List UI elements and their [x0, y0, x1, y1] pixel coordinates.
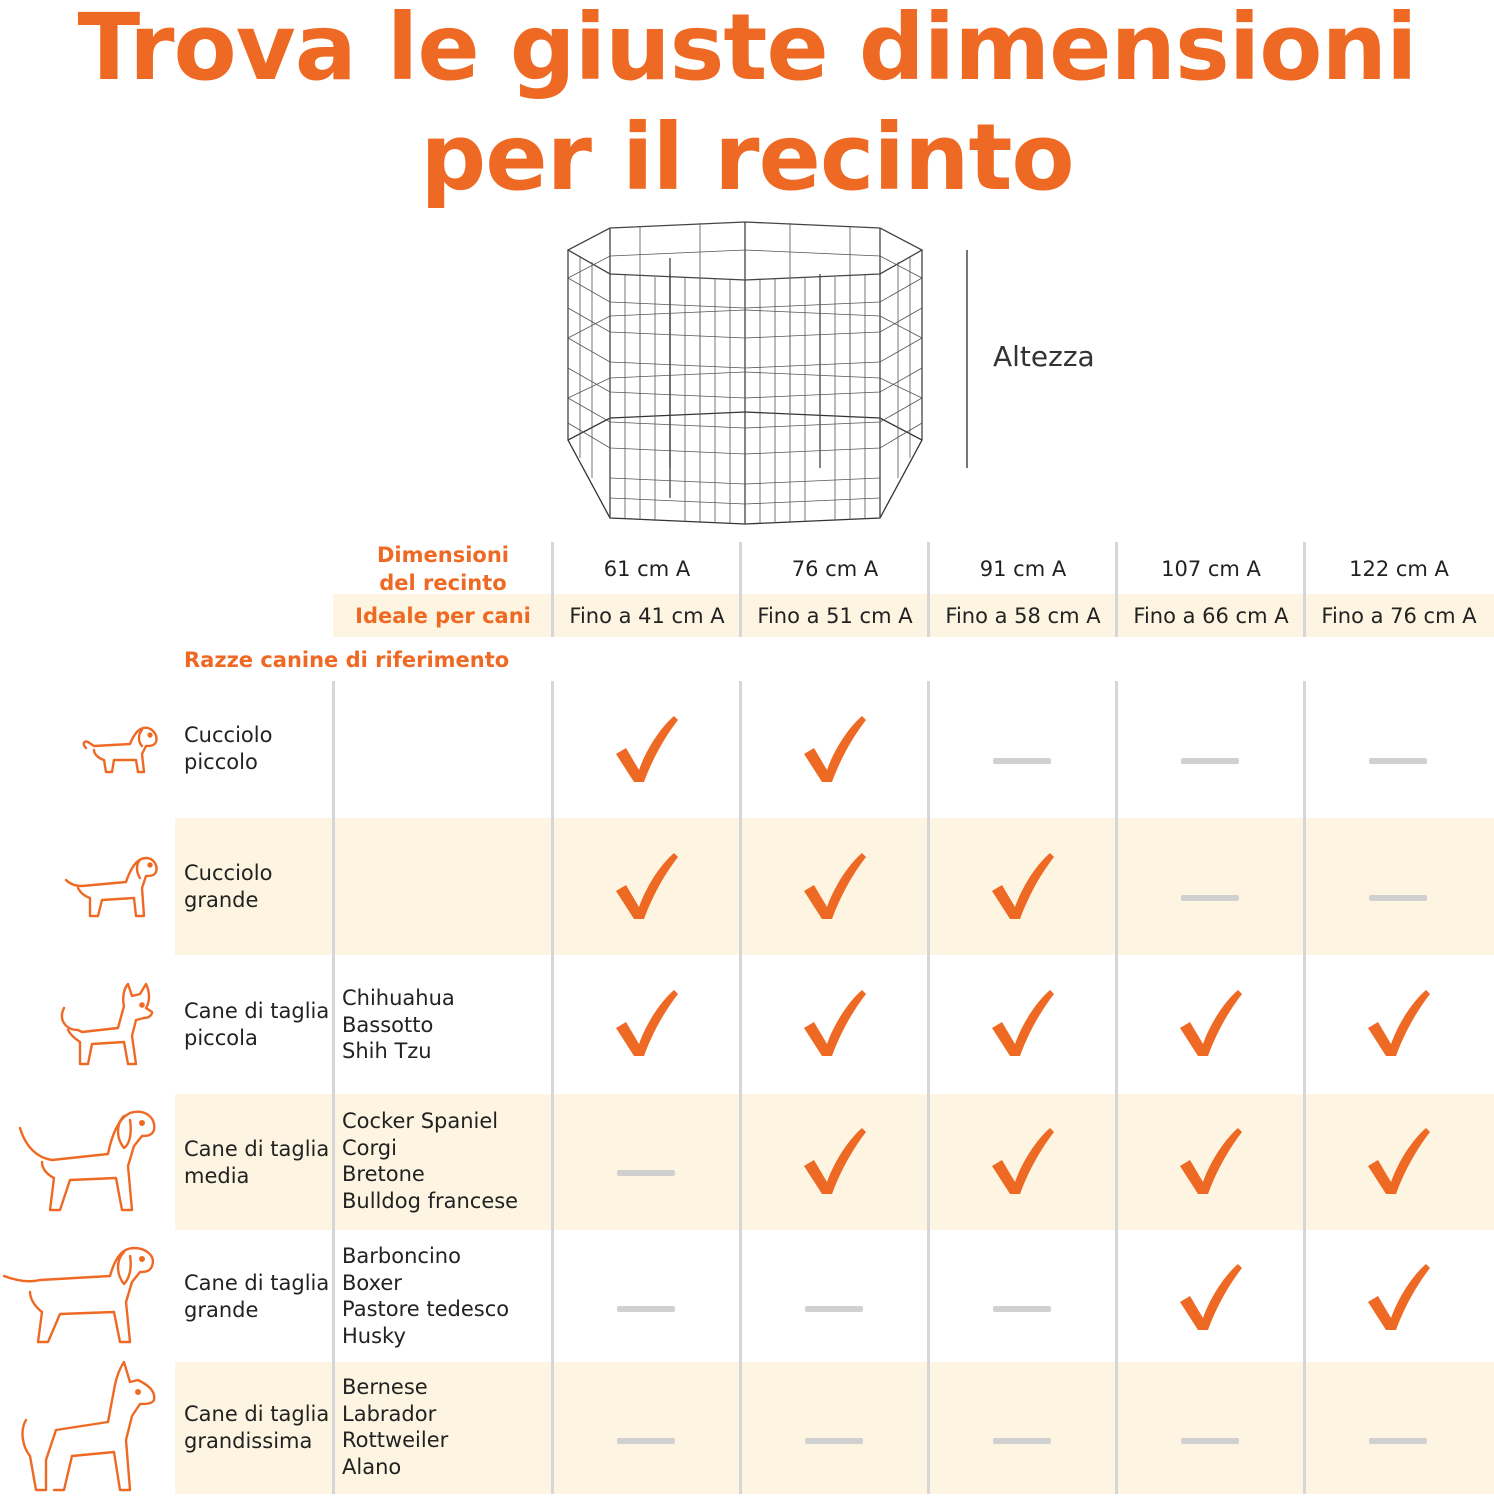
- check-icon: [1176, 988, 1244, 1060]
- row-label-line: grandissima: [184, 1429, 313, 1453]
- row-label: [184, 722, 272, 776]
- row-label: [184, 1401, 329, 1455]
- breed-name: Chihuahua: [342, 986, 455, 1010]
- column-divider: [927, 681, 930, 1494]
- breed-name: Rottweiler: [342, 1428, 449, 1452]
- row-label: [184, 1270, 329, 1324]
- check-icon: [988, 851, 1056, 923]
- check-icon: [800, 1126, 868, 1198]
- check-icon: [612, 988, 680, 1060]
- check-icon: [800, 851, 868, 923]
- small-puppy-icon: [80, 720, 162, 778]
- breed-name: Bassotto: [342, 1012, 434, 1037]
- column-divider: [739, 681, 742, 1494]
- dash-icon: [993, 758, 1051, 764]
- check-icon: [1364, 1126, 1432, 1198]
- large-dog-icon: [0, 1242, 162, 1350]
- check-icon: [612, 714, 680, 786]
- dash-icon: [617, 1438, 675, 1444]
- check-icon: [1364, 988, 1432, 1060]
- height-label: Altezza: [993, 340, 1095, 373]
- column-ideal: Fino a 58 cm A: [945, 604, 1101, 628]
- row-label: [184, 1136, 329, 1190]
- small-dog-icon: [56, 980, 162, 1070]
- row-label: [184, 998, 329, 1052]
- breed-list: [342, 1243, 509, 1349]
- row-label-line: Cane di taglia: [184, 1402, 330, 1426]
- row-label-line: Cane di taglia: [184, 999, 330, 1023]
- header-dimensions-line-1: Dimensioni: [377, 543, 509, 567]
- dash-icon: [617, 1306, 675, 1312]
- check-icon: [800, 988, 868, 1060]
- header-dimensions-label: [345, 541, 541, 597]
- dash-icon: [1369, 758, 1427, 764]
- breed-name: Barboncino: [342, 1244, 461, 1268]
- row-label-line: media: [184, 1164, 250, 1188]
- column-divider: [1115, 681, 1118, 1494]
- column-size: 122 cm A: [1349, 557, 1449, 581]
- check-icon: [1176, 1126, 1244, 1198]
- large-puppy-icon: [62, 852, 162, 924]
- column-ideal: Fino a 66 cm A: [1133, 604, 1289, 628]
- check-icon: [612, 851, 680, 923]
- row-label: [184, 860, 272, 914]
- breed-name: Cocker Spaniel: [342, 1109, 499, 1133]
- dash-icon: [1181, 1438, 1239, 1444]
- check-icon: [988, 988, 1056, 1060]
- check-icon: [1176, 1262, 1244, 1334]
- column-ideal: Fino a 76 cm A: [1321, 604, 1477, 628]
- check-icon: [1364, 1262, 1432, 1334]
- medium-dog-icon: [16, 1106, 162, 1218]
- breed-name: Bulldog francese: [342, 1188, 519, 1213]
- breed-name: Corgi: [342, 1135, 397, 1160]
- breed-name: Boxer: [342, 1270, 402, 1295]
- column-size: 91 cm A: [979, 557, 1067, 581]
- breed-name: Shih Tzu: [342, 1039, 432, 1063]
- dash-icon: [805, 1306, 863, 1312]
- breed-list: [342, 985, 455, 1065]
- row-label-line: grande: [184, 888, 259, 912]
- row-label-line: Cane di taglia: [184, 1137, 330, 1161]
- check-icon: [800, 714, 868, 786]
- dash-icon: [1181, 895, 1239, 901]
- check-icon: [988, 1126, 1056, 1198]
- breed-name: Husky: [342, 1323, 406, 1348]
- column-size: 76 cm A: [791, 557, 879, 581]
- breed-name: Labrador: [342, 1401, 437, 1426]
- column-divider: [332, 681, 335, 1494]
- column-divider: [1303, 681, 1306, 1494]
- column-ideal: Fino a 51 cm A: [757, 604, 913, 628]
- row-label-line: Cucciolo: [184, 861, 273, 885]
- header-ideal-label: Ideale per cani: [355, 604, 531, 628]
- column-size: 107 cm A: [1161, 557, 1261, 581]
- page-title-line-2: per il recinto: [420, 104, 1074, 211]
- section-label: Razze canine di riferimento: [184, 648, 510, 672]
- header-dimensions-line-2: del recinto: [379, 571, 507, 595]
- height-indicator-line: [966, 250, 968, 468]
- row-label-line: Cane di taglia: [184, 1271, 330, 1295]
- column-divider: [551, 681, 554, 1494]
- dash-icon: [1369, 895, 1427, 901]
- breed-name: Bretone: [342, 1162, 425, 1186]
- page-title-line-1: Trova le giuste dimensioni: [77, 0, 1417, 101]
- dash-icon: [1369, 1438, 1427, 1444]
- column-ideal: Fino a 41 cm A: [569, 604, 725, 628]
- dash-icon: [805, 1438, 863, 1444]
- breed-name: Pastore tedesco: [342, 1297, 510, 1321]
- dash-icon: [993, 1306, 1051, 1312]
- row-label-line: grande: [184, 1298, 259, 1322]
- dash-icon: [1181, 758, 1239, 764]
- row-label-line: piccolo: [184, 750, 258, 774]
- dash-icon: [993, 1438, 1051, 1444]
- playpen-image: [560, 218, 930, 528]
- row-label-line: piccola: [184, 1026, 258, 1050]
- breed-list: [342, 1374, 448, 1480]
- breed-name: Bernese: [342, 1375, 428, 1399]
- breed-list: [342, 1108, 518, 1214]
- column-size: 61 cm A: [603, 557, 691, 581]
- breed-name: Alano: [342, 1454, 402, 1479]
- dash-icon: [617, 1170, 675, 1176]
- row-label-line: Cucciolo: [184, 723, 273, 747]
- giant-dog-icon: [16, 1360, 162, 1494]
